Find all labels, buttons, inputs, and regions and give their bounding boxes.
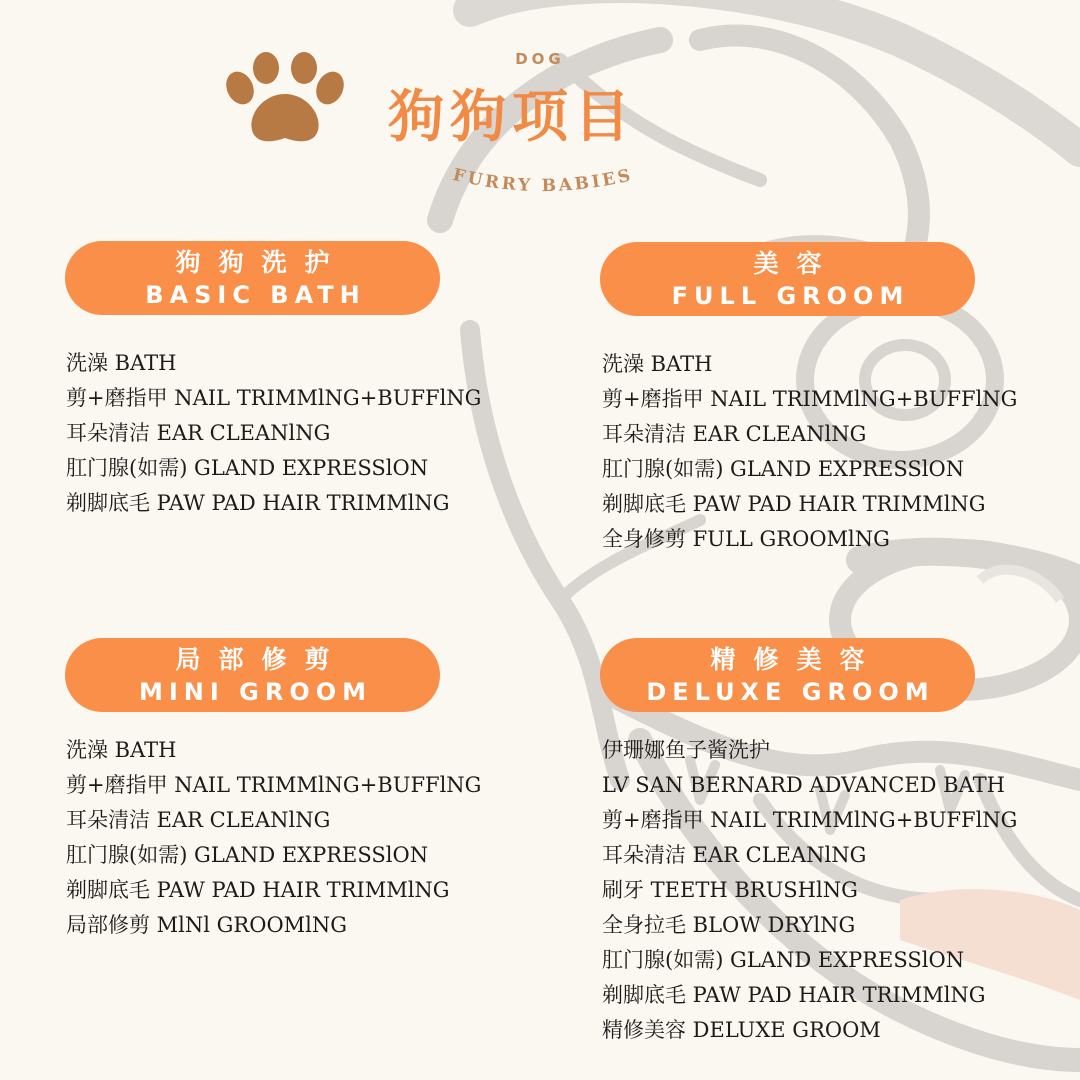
package-title-cn: 美容 (753, 249, 840, 278)
list-item: 肛门腺(如需) GLAND EXPRESSlON (602, 948, 965, 972)
list-item: 全身拉毛 BLOW DRYlNG (602, 913, 856, 937)
list-item: 剪+磨指甲 NAIL TRIMMlNG+BUFFlNG (66, 386, 482, 410)
package-title-en: MINI GROOM (138, 678, 373, 706)
package-items-basic-bath (66, 346, 481, 521)
list-item: 伊珊娜鱼子酱洗护 (602, 738, 770, 762)
header (0, 0, 1080, 230)
package-items-mini-groom (66, 733, 481, 943)
package-header-full-groom (600, 242, 975, 316)
list-item: 洗澡 BATH (66, 351, 177, 375)
list-item: LV SAN BERNARD ADVANCED BATH (602, 773, 1005, 797)
package-title-en: FULL GROOM (671, 282, 910, 310)
list-item: 耳朵清洁 EAR CLEANlNG (66, 808, 331, 832)
list-item: 局部修剪 MlNl GROOMlNG (66, 913, 348, 937)
list-item: 刷牙 TEETH BRUSHlNG (602, 878, 858, 902)
package-title-cn: 精修美容 (710, 645, 883, 674)
list-item: 洗澡 BATH (602, 352, 713, 376)
list-item: 剪+磨指甲 NAIL TRIMMlNG+BUFFlNG (66, 773, 482, 797)
dog-label: DOG (515, 50, 565, 68)
list-item: 耳朵清洁 EAR CLEANlNG (602, 422, 867, 446)
list-item: 洗澡 BATH (66, 738, 177, 762)
subtitle-arc (438, 168, 648, 208)
list-item: 精修美容 DELUXE GROOM (602, 1018, 881, 1042)
package-header-mini-groom (65, 638, 440, 712)
paw-icon (222, 52, 350, 146)
package-title-en: DELUXE GROOM (646, 678, 935, 706)
package-title-cn: 狗狗洗护 (175, 248, 348, 277)
package-title-cn: 局部修剪 (175, 645, 348, 674)
package-items-full-groom (602, 347, 1017, 557)
list-item: 肛门腺(如需) GLAND EXPRESSlON (66, 456, 429, 480)
page-title: 狗狗项目 (388, 85, 636, 150)
package-title-en: BASIC BATH (145, 281, 366, 309)
subtitle-text: FURRY BABIES (450, 168, 636, 197)
list-item: 剪+磨指甲 NAIL TRIMMlNG+BUFFlNG (602, 808, 1018, 832)
list-item: 剃脚底毛 PAW PAD HAIR TRIMMlNG (602, 492, 986, 516)
list-item: 剪+磨指甲 NAIL TRIMMlNG+BUFFlNG (602, 387, 1018, 411)
list-item: 肛门腺(如需) GLAND EXPRESSlON (66, 843, 429, 867)
package-header-deluxe-groom (600, 638, 975, 712)
list-item: 剃脚底毛 PAW PAD HAIR TRIMMlNG (66, 491, 450, 515)
list-item: 剃脚底毛 PAW PAD HAIR TRIMMlNG (602, 983, 986, 1007)
list-item: 耳朵清洁 EAR CLEANlNG (602, 843, 867, 867)
package-header-basic-bath (65, 241, 440, 315)
list-item: 耳朵清洁 EAR CLEANlNG (66, 421, 331, 445)
package-items-deluxe-groom (602, 733, 1017, 1048)
list-item: 肛门腺(如需) GLAND EXPRESSlON (602, 457, 965, 481)
list-item: 剃脚底毛 PAW PAD HAIR TRIMMlNG (66, 878, 450, 902)
list-item: 全身修剪 FULL GROOMlNG (602, 527, 890, 551)
